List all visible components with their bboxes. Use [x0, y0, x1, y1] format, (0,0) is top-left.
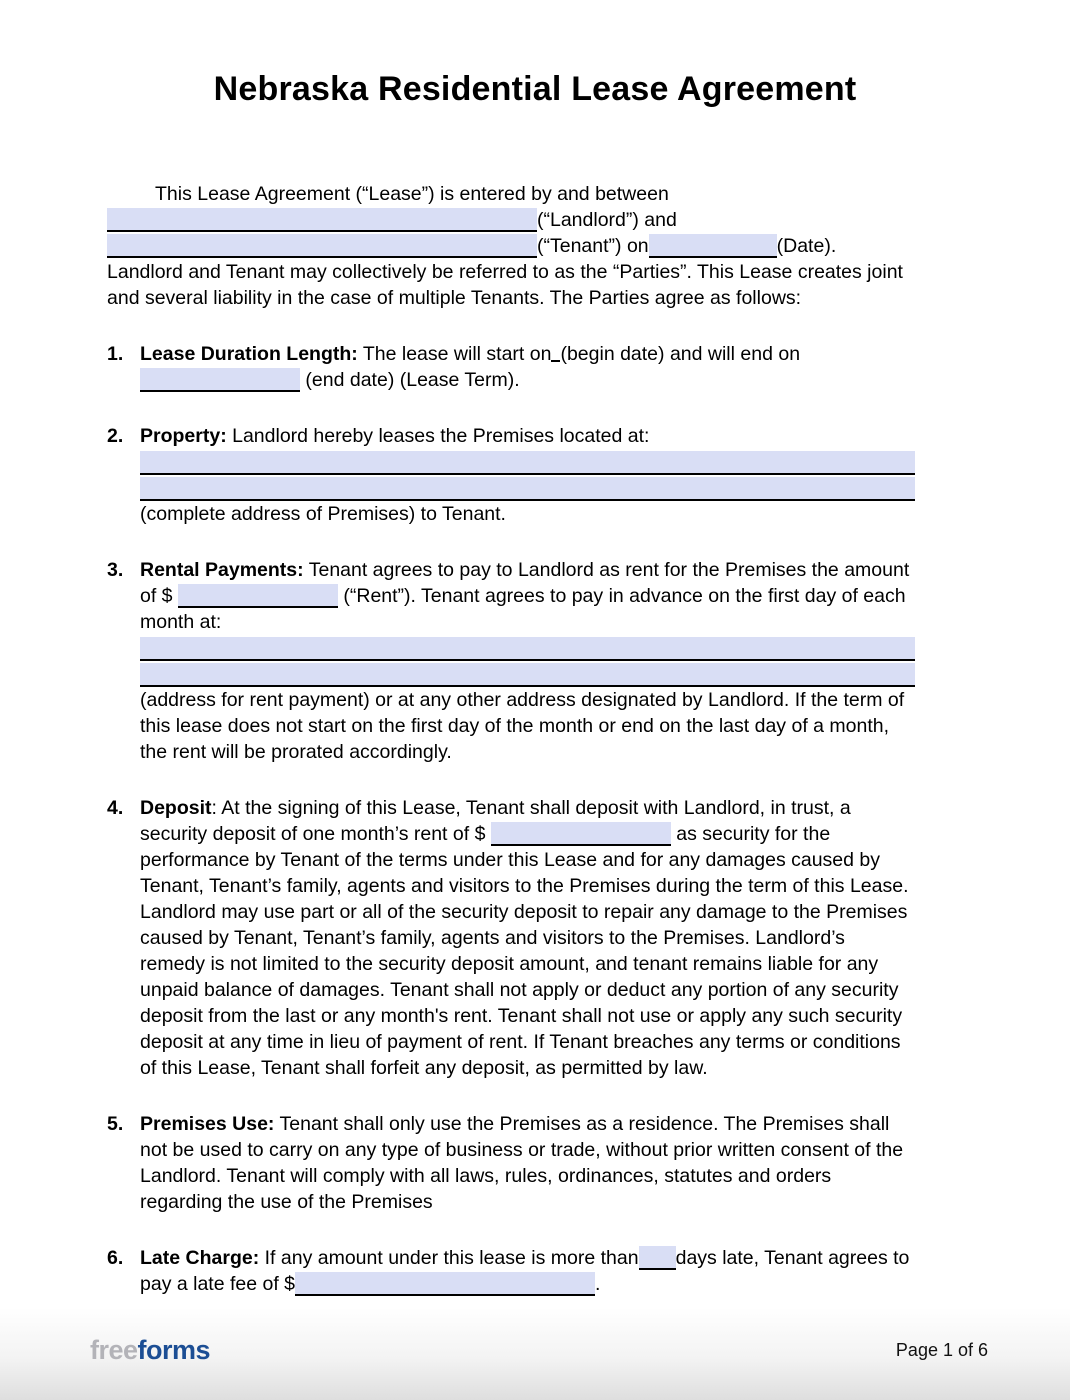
document-content: [107, 181, 915, 1297]
section-text: : At the signing of this Lease, Tenant shall deposit with Landlord, in trust, a security deposit of one month’s rent of $: [140, 797, 851, 845]
section-text: as security for the performance by Tenant of the terms under this Lease and for any damages caused by Tenant, Tenant’s family, agents and visitors to the Premises during the term of this Lease. Landlord may use part or all of the security deposit to repair any damage to the Premises caused by Tenant, Tenant’s family, agents and visitors to the Premises. Landlord’s remedy is not limited to the security deposit amount, and tenant remains liable for any unpaid balance of damages. Tenant shall not apply or deduct any portion of any security deposit from the last or any month's rent. Tenant shall not use or apply any such security deposit at any time in lieu of payment of rent. If Tenant breaches any terms or conditions of this Lease, Tenant shall forfeit any deposit, as permitted by law.: [140, 823, 909, 1079]
landlord-name-field[interactable]: [107, 208, 537, 232]
date-label: (Date).: [776, 235, 837, 257]
rent-payment-address-field-line1[interactable]: [140, 637, 915, 661]
section-text: (complete address of Premises) to Tenant.: [140, 503, 506, 525]
section-text: (end date) (Lease Term).: [305, 369, 520, 391]
intro-line-2: [107, 207, 915, 233]
section-text: (address for rent payment) or at any other address designated by Landlord. If the term of this lease does not start on the first day of the month or end on the last day of a month, the rent will be prorated accordingly.: [140, 689, 905, 763]
section-premises-use: [107, 1111, 915, 1215]
tenant-label: (“Tenant”) on: [537, 235, 649, 257]
section-late-charge: [107, 1245, 915, 1297]
section-heading: Premises Use:: [140, 1113, 275, 1135]
intro-line-1: This Lease Agreement (“Lease”) is entered by and between: [155, 183, 669, 205]
section-heading: Lease Duration Length:: [140, 343, 358, 365]
section-number: 5.: [107, 1113, 124, 1135]
late-days-field[interactable]: [639, 1246, 676, 1270]
section-text: days late, Tenant agrees to pay a late fee of $: [140, 1247, 910, 1295]
security-deposit-amount-field[interactable]: [491, 822, 671, 846]
section-text: (“Rent”). Tenant agrees to pay in advance on the first day of each month at:: [140, 585, 906, 633]
page-footer: [0, 1308, 1070, 1400]
section-text: Tenant shall only use the Premises as a residence. The Premises shall not be used to carry on any type of business or trade, without prior written consent of the Landlord. Tenant will comply with all laws, rules, ordinances, statutes and orders regarding the use of the Premises: [140, 1113, 904, 1213]
section-heading: Rental Payments:: [140, 559, 304, 581]
section-text: (begin date) and will end on: [560, 343, 801, 365]
section-heading: Property:: [140, 425, 227, 447]
section-text: .: [595, 1273, 601, 1295]
tenant-name-field[interactable]: [107, 234, 537, 258]
premises-address-field-line2[interactable]: [140, 477, 915, 501]
logo-free-text: free: [90, 1334, 138, 1365]
section-number: 3.: [107, 559, 124, 581]
freeforms-logo[interactable]: [90, 1335, 210, 1366]
section-rental-payments: [107, 557, 915, 765]
logo-forms-text: forms: [137, 1334, 211, 1365]
section-deposit: [107, 795, 915, 1081]
intro-body: Landlord and Tenant may collectively be referred to as the “Parties”. This Lease creates joint and several liability in the case of multiple Tenants. The Parties agree as follows:: [107, 261, 903, 309]
section-number: 6.: [107, 1247, 124, 1269]
premises-address-field-line1[interactable]: [140, 451, 915, 475]
end-date-field[interactable]: [140, 368, 300, 392]
page-number-label: Page 1 of 6: [895, 1339, 988, 1360]
intro-line-3: [107, 233, 915, 259]
section-heading: Late Charge:: [140, 1247, 260, 1269]
section-text: The lease will start on: [362, 343, 552, 365]
section-text: If any amount under this lease is more than: [264, 1247, 639, 1269]
section-text: Landlord hereby leases the Premises located at:: [232, 425, 650, 447]
intro-paragraph: [107, 181, 915, 311]
section-number: 1.: [107, 343, 124, 365]
late-fee-amount-field[interactable]: [295, 1272, 595, 1296]
section-number: 2.: [107, 425, 124, 447]
section-lease-duration: [107, 341, 915, 393]
section-text: Tenant agrees to pay to Landlord as rent for the Premises the amount of $: [140, 559, 910, 607]
rent-amount-field[interactable]: [178, 584, 338, 608]
section-property: [107, 423, 915, 527]
section-number: 4.: [107, 797, 124, 819]
landlord-label: (“Landlord”) and: [537, 209, 677, 231]
agreement-date-field[interactable]: [649, 234, 777, 258]
section-heading: Deposit: [140, 797, 212, 819]
document-title: Nebraska Residential Lease Agreement: [213, 70, 857, 108]
rent-payment-address-field-line2[interactable]: [140, 663, 915, 687]
